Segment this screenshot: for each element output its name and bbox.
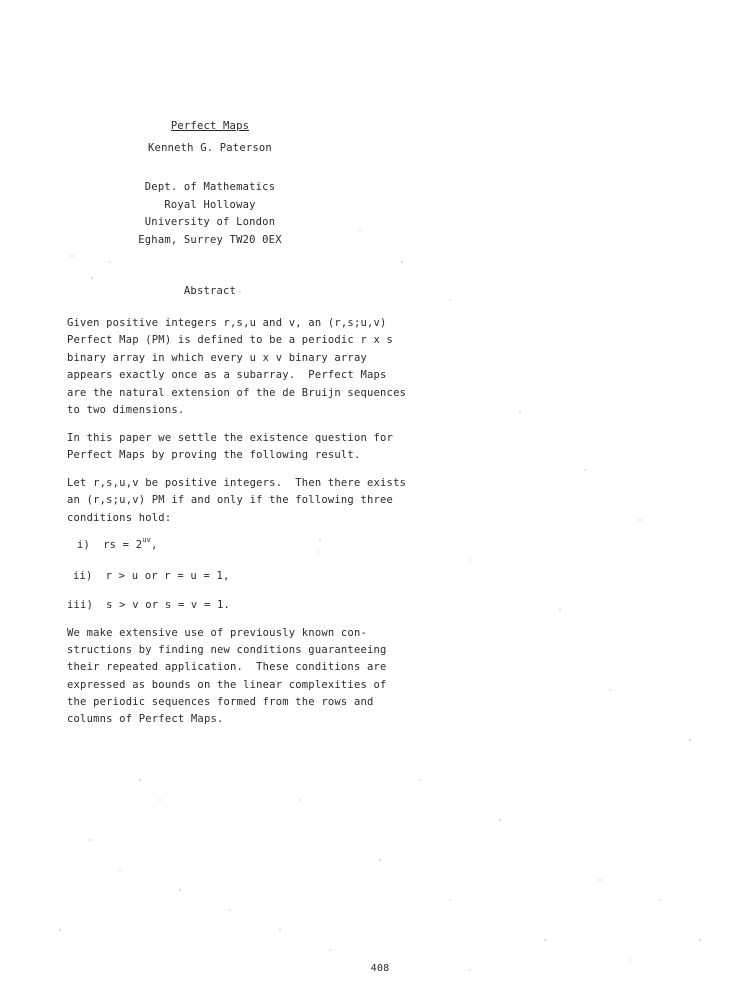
abstract-line: their repeated application. These conditions are <box>67 661 387 673</box>
abstract-line: columns of Perfect Maps. <box>67 713 224 725</box>
abstract-line: conditions hold: <box>67 512 172 524</box>
paper-title: Perfect Maps <box>170 120 250 132</box>
abstract-line: Perfect Maps by proving the following result. <box>67 449 361 461</box>
abstract-line: expressed as bounds on the linear complexities of <box>67 679 387 691</box>
affiliation-line: Egham, Surrey TW20 0EX <box>138 234 282 246</box>
abstract-heading: Abstract <box>183 285 237 297</box>
abstract-line: the periodic sequences formed from the rows and <box>67 696 374 708</box>
abstract-line: to two dimensions. <box>67 404 185 416</box>
abstract-line: Perfect Map (PM) is defined to be a periodic r x s <box>67 334 394 346</box>
page-number: 408 <box>370 963 390 974</box>
condition-1 <box>77 538 158 553</box>
abstract-line: binary array in which every u x v binary array <box>67 352 367 364</box>
abstract-line: Given positive integers r,s,u and v, an (r,s;u,v) <box>67 317 387 329</box>
affiliation-line: Dept. of Mathematics <box>144 181 276 193</box>
abstract-line: structions by finding new conditions guaranteeing <box>67 644 387 656</box>
abstract-line: appears exactly once as a subarray. Perfect Maps <box>67 369 387 381</box>
abstract-line: We make extensive use of previously known con- <box>67 627 367 639</box>
abstract-line: Let r,s,u,v be positive integers. Then there exists <box>67 477 407 489</box>
condition-2: ii) r > u or r = u = 1, <box>73 570 230 582</box>
affiliation-line: University of London <box>144 216 276 228</box>
abstract-line: an (r,s;u,v) PM if and only if the following three <box>67 494 394 506</box>
affiliation-line: Royal Holloway <box>164 199 256 211</box>
abstract-line: In this paper we settle the existence question for <box>67 432 394 444</box>
condition-1-suffix: , <box>151 539 158 551</box>
abstract-line: are the natural extension of the de Bruijn sequences <box>67 387 407 399</box>
author-name: Kenneth G. Paterson <box>148 142 272 154</box>
condition-3: iii) s > v or s = v = 1. <box>67 599 231 611</box>
condition-1-text: i) rs = 2 <box>77 539 143 551</box>
condition-1-exponent: uv <box>142 536 152 544</box>
